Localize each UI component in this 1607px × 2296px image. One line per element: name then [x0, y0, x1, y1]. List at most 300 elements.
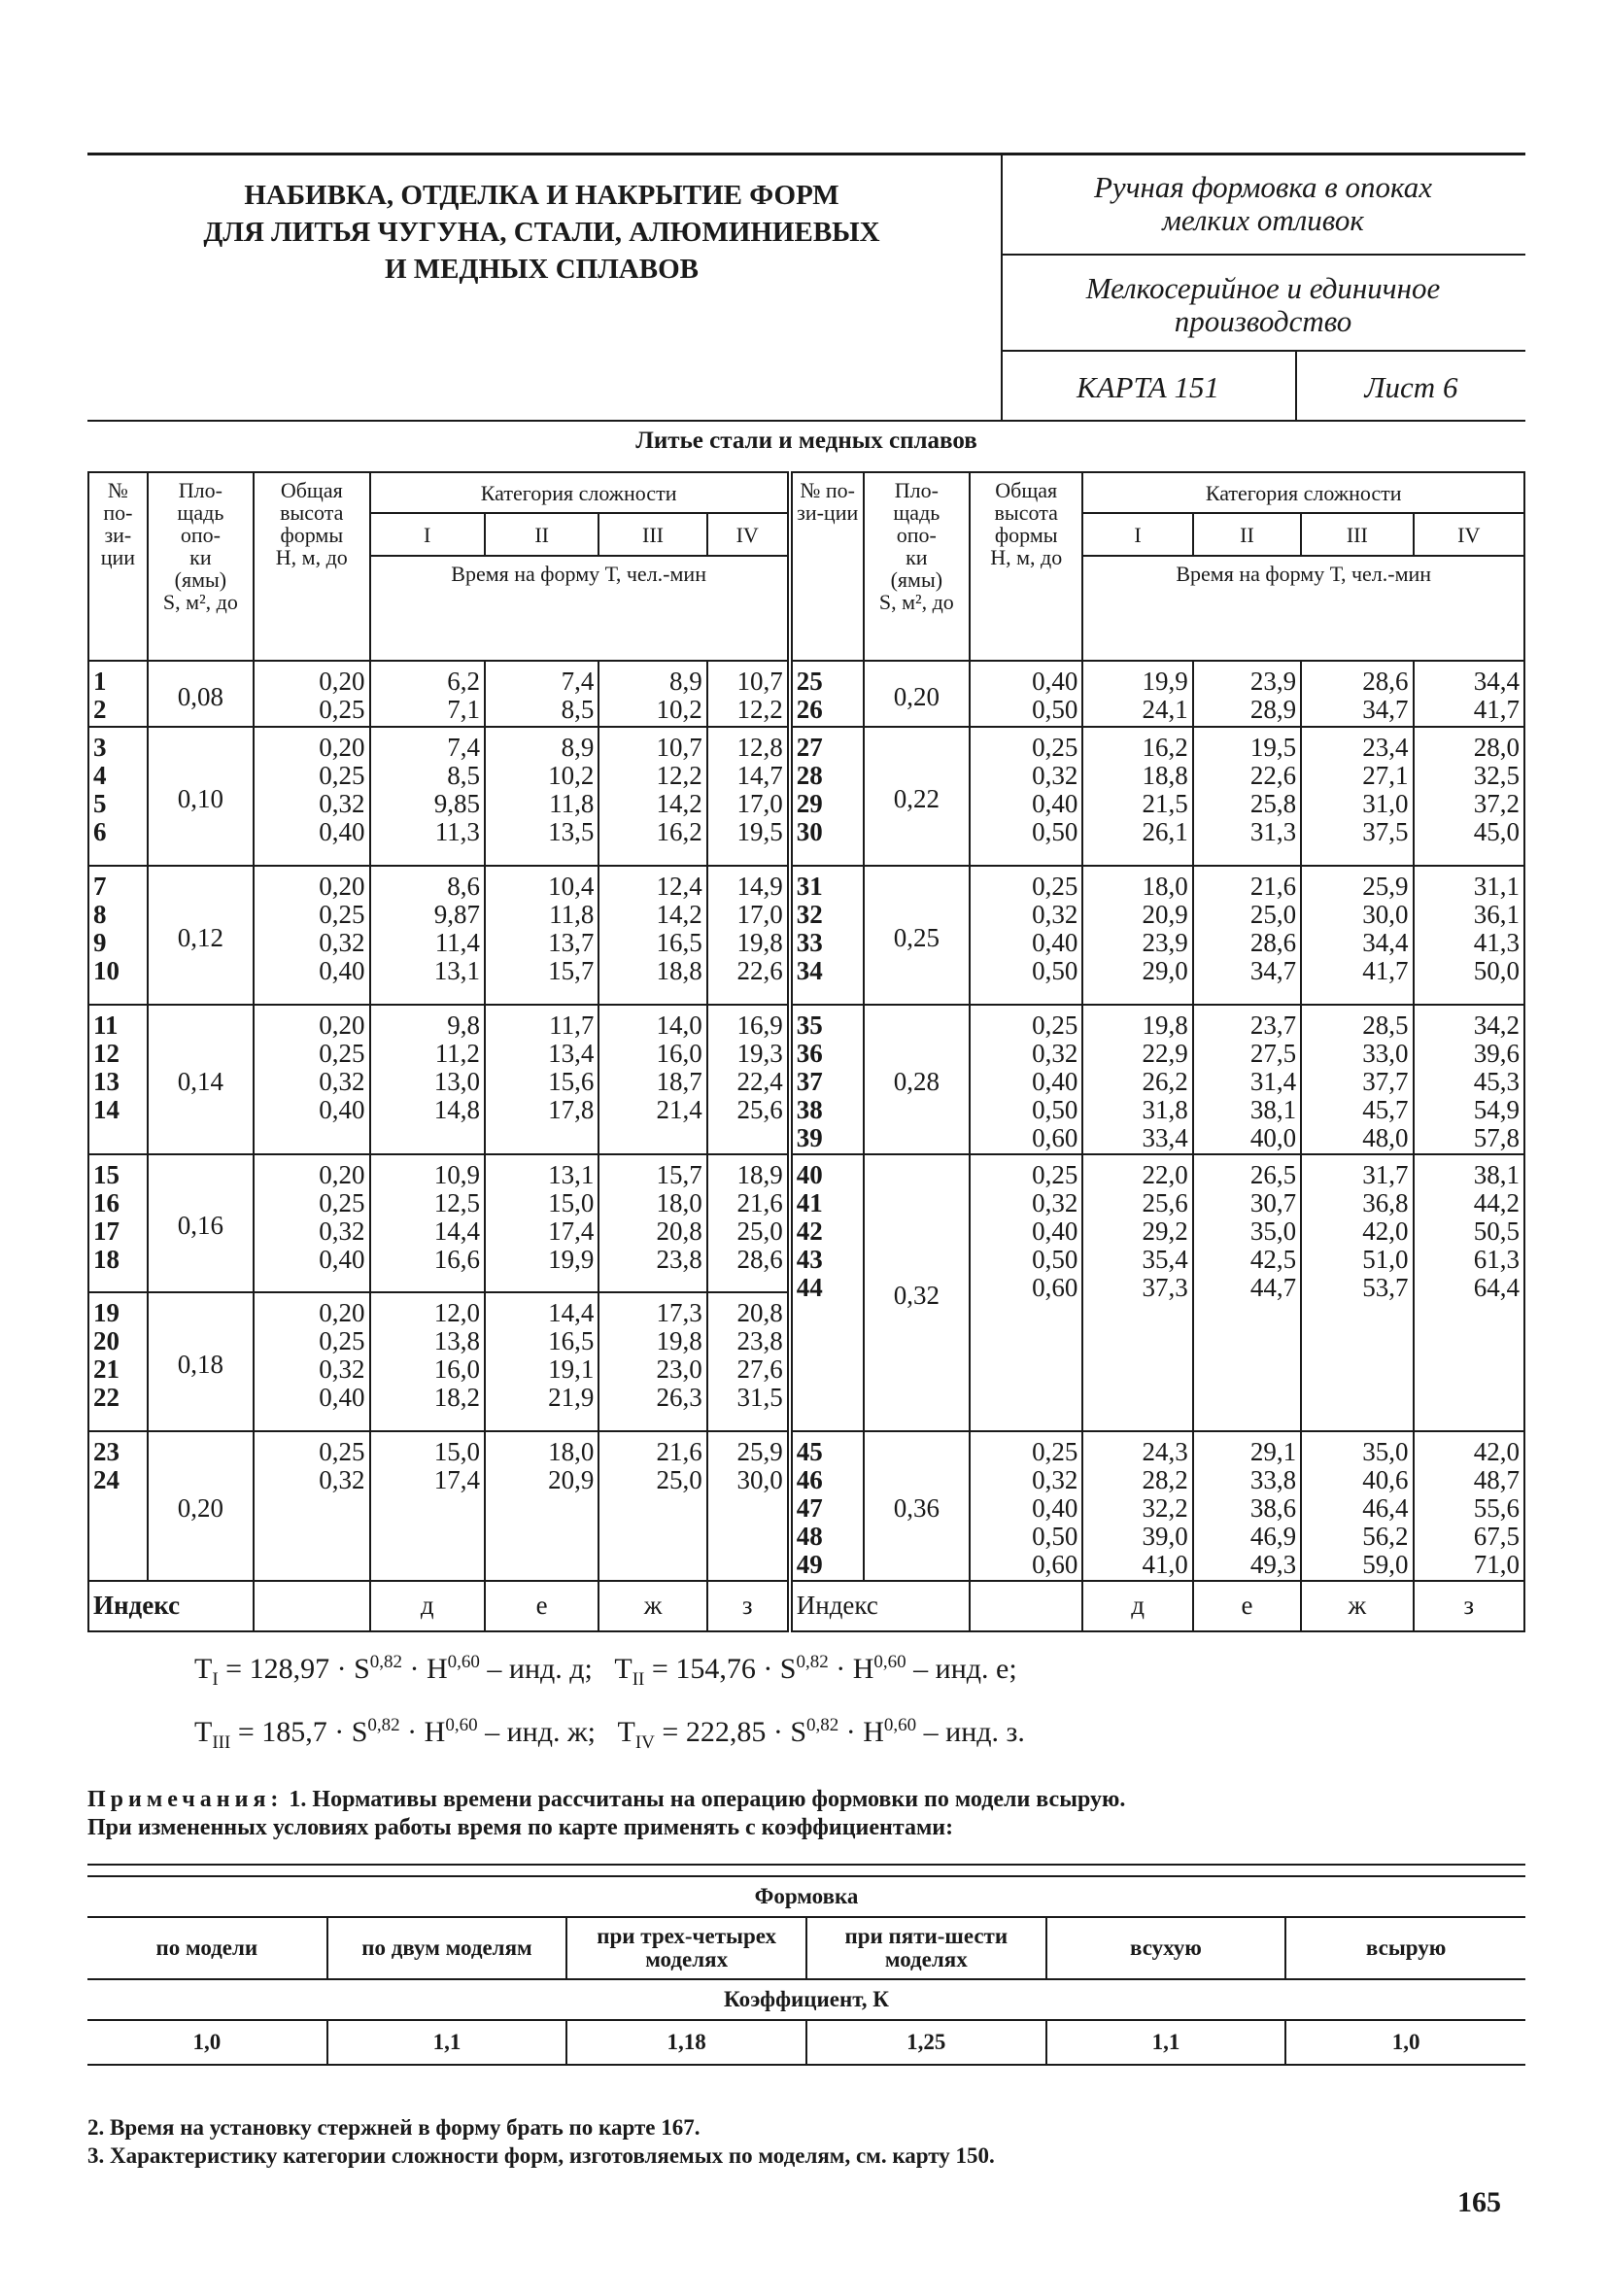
index-label: Индекс — [790, 1581, 970, 1631]
time-cell-cat-1 — [370, 727, 485, 866]
height-cell — [970, 1005, 1082, 1154]
cell-value: 0,25 — [319, 1187, 365, 1217]
cell-value: 33,0 — [1362, 1038, 1409, 1068]
cell-value: 18,0 — [1142, 872, 1188, 902]
cell-value: 28,5 — [1362, 1010, 1409, 1040]
cell-value: 33,8 — [1249, 1464, 1297, 1494]
cell-value: 1 — [93, 667, 107, 696]
formula-coef: 128,97 — [249, 1653, 330, 1685]
time-cell-cat-2 — [1193, 866, 1301, 1005]
formula-h-exp: 0,60 — [883, 1715, 917, 1735]
cell-value: 18,0 — [548, 1436, 595, 1466]
cell-value: 32 — [796, 900, 823, 930]
cell-value: 0,32 — [319, 1464, 365, 1494]
cell-value: 48,7 — [1473, 1464, 1520, 1494]
formula-line-2: $T_{III} = 185,7 \cdot S^{0,82} \cdot H^{0,60}$ – инд. ж; $T_{IV} = 222,85 \cdot S^{0,82} \cdot H^{0,60}$ – инд. з. — [194, 1715, 1025, 1753]
time-cell-cat-2 — [1193, 661, 1301, 727]
cell-value: 20,8 — [736, 1298, 783, 1328]
cell-value: 21,9 — [548, 1383, 595, 1413]
time-cell-cat-1 — [1082, 727, 1192, 866]
cell-value: 0,20 — [319, 1298, 365, 1328]
height-cell — [254, 661, 369, 727]
time-cell-cat-4 — [707, 1154, 790, 1293]
cell-value: 34,7 — [1249, 956, 1297, 986]
table-row — [88, 1005, 1524, 1154]
cell-value: 13 — [93, 1066, 120, 1096]
position-cell — [88, 1431, 148, 1581]
area-cell: 0,12 — [148, 866, 254, 1005]
cell-value: 22,0 — [1142, 1159, 1188, 1189]
sheet-number: Лист 6 — [1364, 370, 1458, 404]
cell-value: 15,0 — [433, 1436, 480, 1466]
cell-value: 51,0 — [1362, 1244, 1409, 1274]
cat-4: IV — [1414, 513, 1524, 556]
header-line: S, м², до — [162, 590, 238, 614]
cell-value: 34,4 — [1362, 928, 1409, 958]
cell-value: 11,8 — [549, 900, 595, 930]
cell-value: 11,3 — [434, 817, 480, 847]
cell-value: 28,6 — [1362, 667, 1409, 696]
cell-value: 27,5 — [1249, 1038, 1297, 1068]
header-line: Общая — [995, 478, 1058, 502]
index-label: Индекс — [88, 1581, 254, 1631]
cell-value: 45,0 — [1473, 817, 1520, 847]
cell-value: 8,6 — [447, 872, 480, 902]
cell-value: 0,50 — [1032, 1094, 1078, 1124]
cell-value: 34,2 — [1473, 1010, 1520, 1040]
time-cell-cat-1 — [370, 1005, 485, 1154]
cell-value: 8,9 — [668, 667, 702, 696]
cell-value: 41,7 — [1362, 956, 1409, 986]
production-heading — [1001, 272, 1525, 338]
cell-value: 21 — [93, 1354, 120, 1385]
area-cell: 0,36 — [864, 1431, 970, 1581]
time-cell-cat-2 — [1193, 727, 1301, 866]
cell-value: 12,2 — [656, 761, 702, 791]
formula-symbol: T — [194, 1716, 213, 1748]
index-value: е — [485, 1581, 598, 1631]
cell-value: 13,1 — [433, 956, 480, 986]
coef-header-k: Коэффициент, К — [87, 1979, 1525, 2020]
coef-header-molding: Формовка — [87, 1876, 1525, 1917]
time-cell-cat-3 — [598, 727, 706, 866]
cell-value: 36,8 — [1362, 1187, 1409, 1217]
cell-value: 57,8 — [1473, 1122, 1520, 1152]
cell-value: 35,0 — [1362, 1436, 1409, 1466]
time-cell-cat-3 — [1301, 661, 1413, 727]
cell-value: 11,2 — [434, 1038, 480, 1068]
time-cell-cat-2 — [485, 1431, 598, 1581]
index-value: з — [1414, 1581, 1524, 1631]
cat-1: I — [370, 513, 485, 556]
method-line: Ручная формовка в опоках — [1094, 170, 1432, 204]
cell-value: 28,6 — [1249, 928, 1297, 958]
time-cell-cat-4 — [1414, 1005, 1524, 1154]
cell-value: 21,4 — [656, 1094, 702, 1124]
cell-value: 31 — [796, 872, 823, 902]
height-cell — [970, 1154, 1082, 1431]
cell-value: 31,4 — [1249, 1066, 1297, 1096]
time-cell-cat-3 — [1301, 1005, 1413, 1154]
cell-value: 34,4 — [1473, 667, 1520, 696]
position-cell — [790, 1431, 864, 1581]
cell-value: 11,4 — [434, 928, 480, 958]
cell-value: 18,0 — [656, 1187, 702, 1217]
cell-value: 23,8 — [736, 1326, 783, 1356]
time-cell-cat-1 — [1082, 1431, 1192, 1581]
header-line: S, м², до — [878, 590, 954, 614]
cell-value: 38,6 — [1249, 1492, 1297, 1523]
time-header-right: Время на форму Т, чел.-мин — [1082, 556, 1524, 661]
cell-value: 46,9 — [1249, 1521, 1297, 1551]
cell-value: 0,60 — [1032, 1549, 1078, 1579]
cell-value: 33 — [796, 928, 823, 958]
cell-value: 37,2 — [1473, 789, 1520, 819]
cell-value: 0,50 — [1032, 956, 1078, 986]
cell-value: 40 — [796, 1159, 823, 1189]
table-row — [88, 727, 1524, 866]
cell-value: 14 — [93, 1094, 120, 1124]
time-cell-cat-4 — [1414, 661, 1524, 727]
cell-value: 14,4 — [548, 1298, 595, 1328]
cell-value: 59,0 — [1362, 1549, 1409, 1579]
cell-value: 45,7 — [1362, 1094, 1409, 1124]
note-1 — [87, 1786, 1525, 1813]
cell-value: 18,2 — [433, 1383, 480, 1413]
cell-value: 0,25 — [319, 1038, 365, 1068]
cell-value: 37,3 — [1142, 1272, 1188, 1302]
cell-value: 21,5 — [1142, 789, 1188, 819]
cell-value: 55,6 — [1473, 1492, 1520, 1523]
cell-value: 54,9 — [1473, 1094, 1520, 1124]
table-row — [88, 866, 1524, 1005]
cell-value: 0,20 — [319, 1159, 365, 1189]
cell-value: 35,4 — [1142, 1244, 1188, 1274]
cell-value: 41 — [796, 1187, 823, 1217]
coefficient-table — [87, 1875, 1525, 2066]
header-line: ки — [189, 545, 212, 569]
cell-value: 0,50 — [1032, 1244, 1078, 1274]
cell-value: 0,20 — [319, 872, 365, 902]
cell-value: 28,2 — [1142, 1464, 1188, 1494]
cell-value: 50,0 — [1473, 956, 1520, 986]
cell-value: 16,0 — [433, 1354, 480, 1385]
cell-value: 16,9 — [736, 1010, 783, 1040]
cell-value: 13,4 — [548, 1038, 595, 1068]
header-line: Пло- — [894, 478, 939, 502]
production-line: производство — [1174, 304, 1352, 338]
cell-value: 15,6 — [548, 1066, 595, 1096]
area-cell: 0,20 — [864, 661, 970, 727]
time-cell-cat-2 — [1193, 1431, 1301, 1581]
cell-value: 67,5 — [1473, 1521, 1520, 1551]
cell-value: 4 — [93, 761, 107, 791]
title-line: ДЛЯ ЛИТЬЯ ЧУГУНА, СТАЛИ, АЛЮМИНИЕВЫХ — [203, 217, 880, 248]
cell-value: 21,6 — [656, 1436, 702, 1466]
header-right-rule-1 — [1001, 254, 1525, 256]
cell-value: 0,60 — [1032, 1272, 1078, 1302]
area-cell: 0,22 — [864, 727, 970, 866]
cell-value: 20,9 — [1142, 900, 1188, 930]
cell-value: 64,4 — [1473, 1272, 1520, 1302]
cell-value: 0,25 — [319, 900, 365, 930]
cell-value: 20 — [93, 1326, 120, 1356]
time-cell-cat-3 — [598, 1292, 706, 1431]
cell-value: 6,2 — [447, 667, 480, 696]
position-cell — [790, 1154, 864, 1431]
cell-value: 19,9 — [548, 1244, 595, 1274]
cell-value: 17,0 — [736, 789, 783, 819]
cell-value: 7,4 — [561, 667, 595, 696]
cell-value: 19,3 — [736, 1038, 783, 1068]
table-row — [88, 1154, 1524, 1293]
formula-s-exp: 0,82 — [367, 1715, 400, 1735]
cell-value: 0,32 — [1032, 900, 1078, 930]
cell-value: 18 — [93, 1244, 120, 1274]
cell-value: 37 — [796, 1066, 823, 1096]
cell-value: 42,0 — [1362, 1216, 1409, 1246]
area-cell: 0,08 — [148, 661, 254, 727]
time-cell-cat-2 — [485, 1005, 598, 1154]
area-cell: 0,18 — [148, 1292, 254, 1431]
index-value: ж — [1301, 1581, 1413, 1631]
cell-value: 12,4 — [656, 872, 702, 902]
note-2: 2. Время на установку стержней в форму брать по карте 167. — [87, 2115, 701, 2140]
cell-value: 44,7 — [1249, 1272, 1297, 1302]
cell-value: 23,4 — [1362, 733, 1409, 763]
coef-label: по модели — [87, 1917, 327, 1979]
position-cell — [88, 1154, 148, 1293]
cell-value: 0,25 — [1032, 872, 1078, 902]
cell-value: 0,50 — [1032, 817, 1078, 847]
cell-value: 0,32 — [1032, 1187, 1078, 1217]
cell-value: 29,0 — [1142, 956, 1188, 986]
cell-value: 25 — [796, 667, 823, 696]
cell-value: 15,0 — [548, 1187, 595, 1217]
formula-h-exp: 0,60 — [873, 1652, 906, 1672]
header-line: опо- — [180, 523, 221, 547]
cell-value: 39 — [796, 1122, 823, 1152]
header-right-rule-2 — [1001, 350, 1525, 352]
time-cell-cat-2 — [485, 1292, 598, 1431]
note-3: 3. Характеристику категории сложности форм, изготовляемых по моделям, см. карту 150. — [87, 2143, 995, 2168]
cell-value: 8,5 — [561, 695, 595, 724]
cell-value: 25,0 — [1249, 900, 1297, 930]
cell-value: 40,0 — [1249, 1122, 1297, 1152]
time-norms-table — [87, 471, 1525, 1632]
cell-value: 13,0 — [433, 1066, 480, 1096]
cell-value: 50,5 — [1473, 1216, 1520, 1246]
time-cell-cat-1 — [1082, 1154, 1192, 1431]
cell-value: 48 — [796, 1521, 823, 1551]
cell-value: 22,9 — [1142, 1038, 1188, 1068]
cell-value: 23,7 — [1249, 1010, 1297, 1040]
cell-value: 16,2 — [1142, 733, 1188, 763]
cell-value: 0,20 — [319, 733, 365, 763]
formula-s-exp: 0,82 — [796, 1652, 829, 1672]
cell-value: 37,5 — [1362, 817, 1409, 847]
time-cell-cat-4 — [707, 1005, 790, 1154]
method-heading — [1001, 171, 1525, 237]
cell-value: 0,40 — [319, 817, 365, 847]
col-height-left — [254, 472, 369, 661]
cell-value: 17,0 — [736, 900, 783, 930]
position-cell — [88, 1292, 148, 1431]
formula-s-exp: 0,82 — [369, 1652, 403, 1672]
cell-value: 29 — [796, 789, 823, 819]
time-cell-cat-3 — [1301, 727, 1413, 866]
index-value: ж — [598, 1581, 706, 1631]
cell-value: 2 — [93, 695, 107, 724]
header-line: Н, м, до — [990, 545, 1063, 569]
col-pos-right: № по-зи-ции — [790, 472, 864, 661]
cell-value: 22,6 — [736, 956, 783, 986]
time-cell-cat-2 — [1193, 1154, 1301, 1431]
table-row — [88, 1431, 1524, 1581]
formula-index: инд. е; — [935, 1653, 1017, 1685]
cell-value: 0,40 — [319, 1244, 365, 1274]
coef-value: 1,0 — [87, 2020, 327, 2065]
cell-value: 14,2 — [656, 900, 702, 930]
cell-value: 24,1 — [1142, 695, 1188, 724]
cell-value: 0,60 — [1032, 1122, 1078, 1152]
time-cell-cat-3 — [598, 1005, 706, 1154]
formula-symbol: T — [614, 1653, 633, 1685]
time-cell-cat-4 — [707, 1292, 790, 1431]
cat-4: IV — [707, 513, 790, 556]
coef-label: всырую — [1285, 1917, 1525, 1979]
time-cell-cat-4 — [1414, 1154, 1524, 1431]
cell-value: 12,0 — [433, 1298, 480, 1328]
cell-value: 46,4 — [1362, 1492, 1409, 1523]
cell-value: 12,5 — [433, 1187, 480, 1217]
cell-value: 22,4 — [736, 1066, 783, 1096]
formula-index: инд. д; — [508, 1653, 593, 1685]
cell-value: 25,9 — [736, 1436, 783, 1466]
time-cell-cat-2 — [485, 866, 598, 1005]
cell-value: 0,25 — [1032, 1010, 1078, 1040]
time-cell-cat-1 — [370, 1154, 485, 1293]
cell-value: 16 — [93, 1187, 120, 1217]
header-bottom-rule — [87, 420, 1525, 422]
cell-value: 39,6 — [1473, 1038, 1520, 1068]
cell-value: 14,7 — [736, 761, 783, 791]
cell-value: 11 — [93, 1010, 119, 1040]
cell-value: 9,85 — [433, 789, 480, 819]
position-cell — [88, 661, 148, 727]
cell-value: 0,32 — [319, 1066, 365, 1096]
cell-value: 13,7 — [548, 928, 595, 958]
table-header — [88, 472, 1524, 661]
cell-value: 38,1 — [1249, 1094, 1297, 1124]
cell-value: 23,9 — [1249, 667, 1297, 696]
area-cell: 0,16 — [148, 1154, 254, 1293]
cell-value: 15 — [93, 1159, 120, 1189]
formula-h-exp: 0,60 — [445, 1715, 478, 1735]
cell-value: 18,8 — [656, 956, 702, 986]
cell-value: 8 — [93, 900, 107, 930]
cell-value: 0,25 — [319, 1326, 365, 1356]
time-cell-cat-4 — [707, 727, 790, 866]
cell-value: 56,2 — [1362, 1521, 1409, 1551]
cell-value: 0,25 — [319, 1436, 365, 1466]
category-header-right: Категория сложности — [1082, 472, 1524, 513]
cell-value: 23,9 — [1142, 928, 1188, 958]
title-line: И МЕДНЫХ СПЛАВОВ — [385, 254, 699, 285]
cell-value: 0,40 — [1032, 1492, 1078, 1523]
time-cell-cat-1 — [1082, 866, 1192, 1005]
height-cell — [970, 727, 1082, 866]
coef-value: 1,25 — [806, 2020, 1046, 2065]
cat-3: III — [1301, 513, 1413, 556]
cell-value: 25,6 — [1142, 1187, 1188, 1217]
cell-value: 19,8 — [656, 1326, 702, 1356]
header-line: (ямы) — [174, 567, 227, 592]
cell-value: 0,25 — [319, 761, 365, 791]
cell-value: 19,9 — [1142, 667, 1188, 696]
cell-value: 30 — [796, 817, 823, 847]
cell-value: 0,25 — [319, 695, 365, 724]
time-cell-cat-3 — [598, 866, 706, 1005]
formula-index: инд. з. — [945, 1716, 1025, 1748]
position-cell — [88, 1005, 148, 1154]
formula-subscript: IV — [634, 1732, 655, 1753]
header-line: щадь — [893, 500, 940, 525]
col-area-left — [148, 472, 254, 661]
cell-value: 26,5 — [1249, 1159, 1297, 1189]
cell-value: 0,40 — [1032, 1216, 1078, 1246]
cell-value: 26,3 — [656, 1383, 702, 1413]
header-line: высота — [280, 500, 344, 525]
index-value: е — [1193, 1581, 1301, 1631]
header-line: Н, м, до — [275, 545, 348, 569]
cell-value: 39,0 — [1142, 1521, 1188, 1551]
cell-value: 11,8 — [549, 789, 595, 819]
cell-value: 23,8 — [656, 1244, 702, 1274]
note-1-text: 1. Нормативы времени рассчитаны на операцию формовки по модели всырую. — [283, 1787, 1126, 1812]
cell-value: 14,2 — [656, 789, 702, 819]
cell-value: 0,40 — [1032, 1066, 1078, 1096]
time-cell-cat-2 — [485, 1154, 598, 1293]
cell-value: 31,3 — [1249, 817, 1297, 847]
formula-symbol: T — [194, 1653, 213, 1685]
cell-value: 0,32 — [319, 789, 365, 819]
position-cell — [790, 1005, 864, 1154]
cell-value: 44,2 — [1473, 1187, 1520, 1217]
cell-value: 0,40 — [1032, 789, 1078, 819]
cell-value: 38 — [796, 1094, 823, 1124]
cell-value: 11,7 — [549, 1010, 595, 1040]
cell-value: 13,1 — [548, 1159, 595, 1189]
cell-value: 23,0 — [656, 1354, 702, 1385]
cell-value: 0,32 — [319, 1354, 365, 1385]
cell-value: 19,8 — [736, 928, 783, 958]
height-cell — [254, 727, 369, 866]
time-cell-cat-3 — [1301, 1154, 1413, 1431]
cell-value: 37,7 — [1362, 1066, 1409, 1096]
cell-value: 31,7 — [1362, 1159, 1409, 1189]
col-area-right — [864, 472, 970, 661]
cell-value: 0,50 — [1032, 1521, 1078, 1551]
cell-value: 26,1 — [1142, 817, 1188, 847]
coef-label: по двум моделям — [327, 1917, 567, 1979]
cell-value: 10,7 — [656, 733, 702, 763]
cell-value: 26 — [796, 695, 823, 724]
col-pos-left: № по-зи-ции — [88, 472, 148, 661]
formula-coef: 154,76 — [675, 1653, 756, 1685]
cell-value: 48,0 — [1362, 1122, 1409, 1152]
cell-value: 20,9 — [548, 1464, 595, 1494]
